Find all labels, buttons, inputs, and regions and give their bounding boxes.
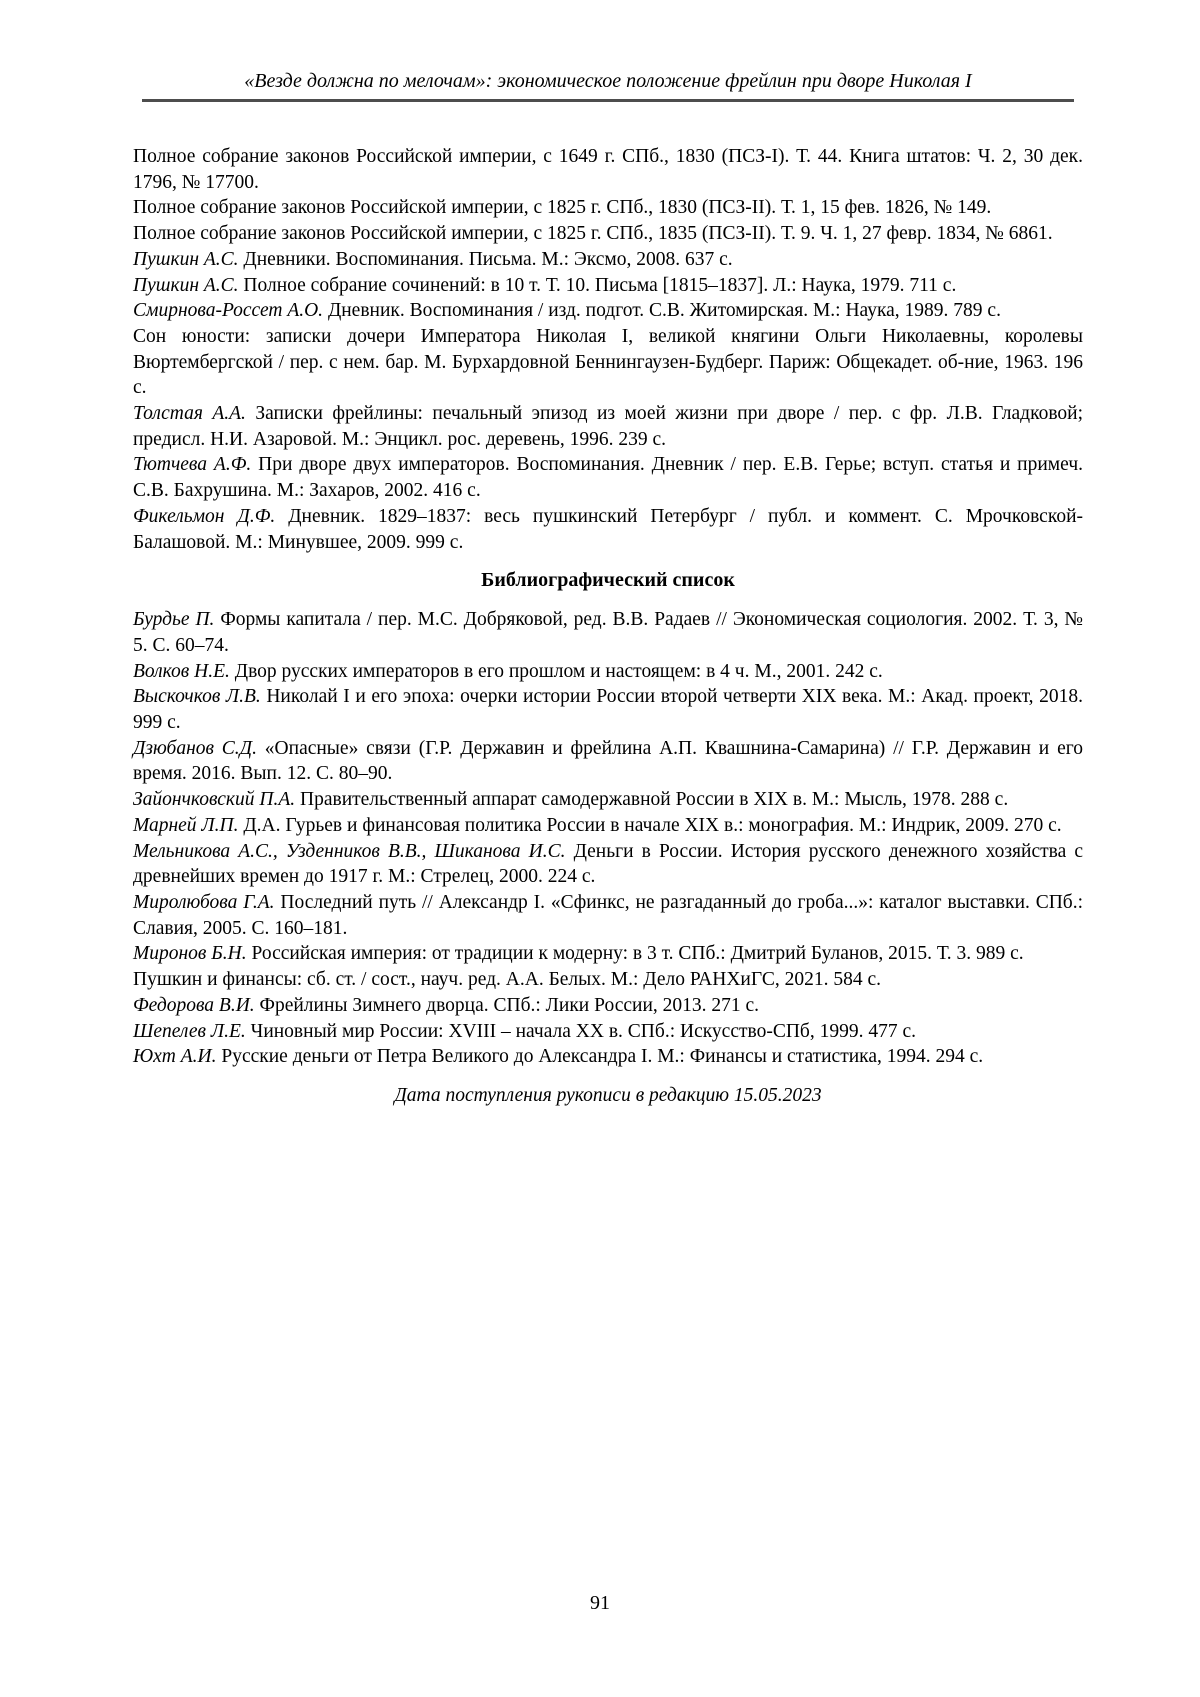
- reference-entry: [133, 324, 1083, 401]
- reference-entry: [133, 221, 1083, 247]
- ref-text: Деньги в России. История русского денежного хозяйства с древнейших времен до 1917 г. М.: Стрелец, 2000. 224 с.: [133, 840, 1083, 888]
- ref-author: Фикельмон Д.Ф.: [133, 505, 276, 527]
- bibliography-entry: [133, 736, 1083, 787]
- ref-author: Пушкин А.С.: [133, 274, 239, 296]
- ref-author: Волков Н.Е.: [133, 660, 230, 682]
- running-title: «Везде должна по мелочам»: экономическое положение фрейлин при дворе Николая I: [244, 70, 972, 92]
- bibliography-entry: [133, 813, 1083, 839]
- ref-text: Формы капитала / пер. М.С. Добряковой, ред. В.В. Радаев // Экономическая социология. 2002. Т. 3, № 5. С. 60–74.: [133, 609, 1083, 656]
- bibliography-entry: [133, 607, 1083, 658]
- reference-entry: [133, 452, 1083, 503]
- ref-author: Смирнова-Россет А.О.: [133, 300, 324, 322]
- ref-author: Юхт А.И.: [133, 1046, 217, 1068]
- bibliography-entry: [133, 993, 1083, 1019]
- ref-author: Федорова В.И.: [133, 994, 255, 1016]
- ref-text: Правительственный аппарат самодержавной России в XIX в. М.: Мысль, 1978. 288 с.: [300, 789, 1009, 811]
- ref-author: Пушкин А.С.: [133, 248, 239, 270]
- ref-author: Бурдье П.: [133, 609, 215, 631]
- bibliography-entry: [133, 787, 1083, 813]
- header-rule: [142, 99, 1074, 102]
- ref-author: Миролюбова Г.А.: [133, 891, 275, 913]
- reference-entry: [133, 247, 1083, 273]
- ref-author: Миронов Б.Н.: [133, 943, 247, 965]
- references-body: [133, 144, 1083, 1109]
- ref-text: Дневник. Воспоминания / изд. подгот. С.В. Житомирская. М.: Наука, 1989. 789 с.: [327, 300, 1001, 322]
- reference-entry: [133, 144, 1083, 195]
- ref-text: Фрейлины Зимнего дворца. СПб.: Лики России, 2013. 271 с.: [259, 994, 760, 1016]
- ref-text: Двор русских императоров в его прошлом и настоящем: в 4 ч. М., 2001. 242 с.: [234, 660, 883, 682]
- bibliography-entry: [133, 684, 1083, 735]
- manuscript-date-line: Дата поступления рукописи в редакцию 15.05.2023: [394, 1084, 822, 1106]
- running-header: [133, 68, 1083, 102]
- ref-text: «Опасные» связи (Г.Р. Державин и фрейлина А.П. Квашнина-Самарина) // Г.Р. Державин и его время. 2016. Вып. 12. С. 80–90.: [133, 737, 1083, 785]
- ref-author: Тютчева А.Ф.: [133, 454, 252, 476]
- ref-text: Сон юности: записки дочери Императора Николая I, великой княгини Ольги Николаевны, королевы Вюртембергской / пер. с нем. бар. М. Бурхардовной Беннингаузен-Будберг. Париж: Общекадет. об-ние, 1963. 196 с.: [133, 325, 1083, 399]
- ref-text: Полное собрание законов Российской империи, с 1825 г. СПб., 1835 (ПСЗ-II). Т. 9. Ч. 1, 27 февр. 1834, № 6861.: [133, 223, 1053, 245]
- ref-text: Дневник. 1829–1837: весь пушкинский Петербург / публ. и коммент. С. Мрочковской-Балашовой. М.: Минувшее, 2009. 999 с.: [133, 505, 1084, 553]
- ref-text: Русские деньги от Петра Великого до Александра I. М.: Финансы и статистика, 1994. 294 с.: [221, 1046, 984, 1068]
- ref-text: Дневники. Воспоминания. Письма. М.: Эксмо, 2008. 637 с.: [243, 248, 733, 270]
- reference-entry: [133, 195, 1083, 221]
- ref-text: Полное собрание сочинений: в 10 т. Т. 10. Письма [1815–1837]. Л.: Наука, 1979. 711 с.: [243, 274, 957, 296]
- bibliography-entry: [133, 1019, 1083, 1045]
- ref-text: Полное собрание законов Российской империи, с 1825 г. СПб., 1830 (ПСЗ-II). Т. 1, 15 фев. 1826, № 149.: [133, 197, 992, 219]
- ref-text: Записки фрейлины: печальный эпизод из моей жизни при дворе / пер. с фр. Л.В. Гладковой; предисл. Н.И. Азаровой. М.: Энцикл. рос. деревень, 1996. 239 с.: [133, 403, 1084, 450]
- ref-author: Толстая А.А.: [133, 403, 246, 425]
- ref-author: Марней Л.П.: [133, 814, 239, 836]
- ref-text: Пушкин и финансы: сб. ст. / сост., науч. ред. А.А. Белых. М.: Дело РАНХиГС, 2021. 584 с.: [133, 969, 882, 991]
- page-number: 91: [590, 1592, 610, 1614]
- bibliography-entry: [133, 659, 1083, 685]
- ref-author: Дзюбанов С.Д.: [133, 737, 257, 759]
- ref-text: Последний путь // Александр I. «Сфинкс, не разгаданный до гроба...»: каталог выставки. СПб.: Славия, 2005. С. 160–181.: [133, 891, 1084, 939]
- bibliography-entry: [133, 890, 1083, 941]
- ref-text: Чиновный мир России: XVIII – начала XX в. СПб.: Искусство-СПб, 1999. 477 с.: [250, 1020, 916, 1042]
- reference-entry: [133, 273, 1083, 299]
- ref-author: Зайончковский П.А.: [133, 789, 296, 811]
- bibliography-entry: [133, 941, 1083, 967]
- ref-text: Полное собрание законов Российской империи, с 1649 г. СПб., 1830 (ПСЗ-I). Т. 44. Книга штатов: Ч. 2, 30 дек. 1796, № 17700.: [133, 146, 1083, 193]
- ref-text: При дворе двух императоров. Воспоминания. Дневник / пер. Е.В. Герье; вступ. статья и примеч. С.В. Бахрушина. М.: Захаров, 2002. 416 с.: [133, 454, 1083, 502]
- ref-author: Выскочков Л.В.: [133, 686, 261, 708]
- ref-author: Мельникова А.С., Узденников В.В., Шиканова И.С.: [133, 840, 566, 862]
- reference-entry: [133, 298, 1083, 324]
- ref-text: Российская империя: от традиции к модерну: в 3 т. СПб.: Дмитрий Буланов, 2015. Т. 3. 989 с.: [251, 943, 1024, 965]
- reference-entry: [133, 401, 1083, 452]
- bibliography-heading: Библиографический список: [481, 569, 735, 592]
- ref-author: Шепелев Л.Е.: [133, 1020, 246, 1042]
- reference-entry: [133, 504, 1083, 555]
- ref-text: Николай I и его эпоха: очерки истории России второй четверти XIX века. М.: Акад. проект, 2018. 999 с.: [133, 686, 1083, 734]
- bibliography-entry: [133, 967, 1083, 993]
- bibliography-entry: [133, 1044, 1083, 1070]
- bibliography-entry: [133, 839, 1083, 890]
- ref-text: Д.А. Гурьев и финансовая политика России в начале XIX в.: монография. М.: Индрик, 2009. 270 с.: [243, 814, 1062, 836]
